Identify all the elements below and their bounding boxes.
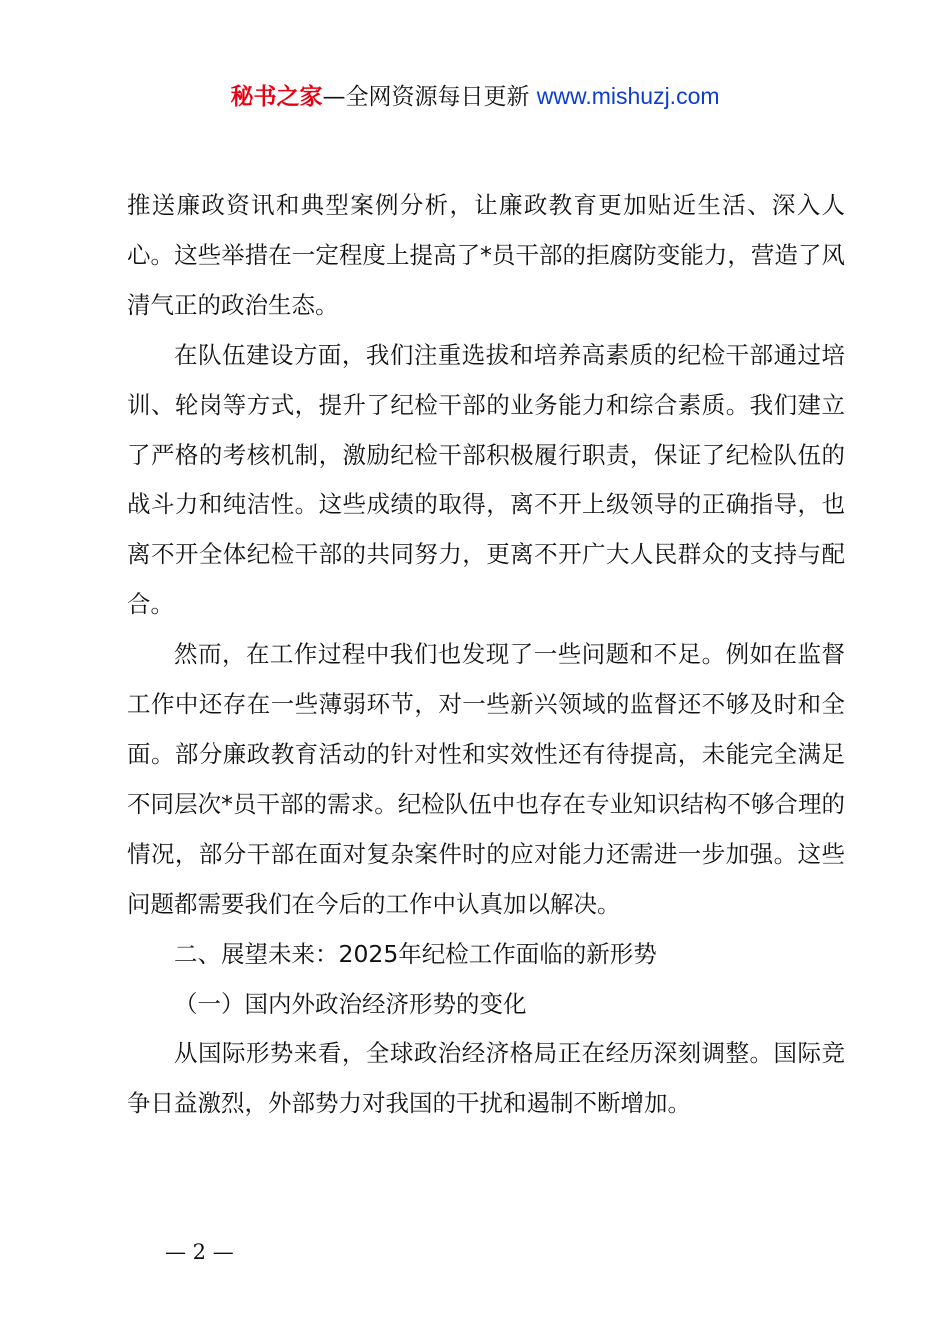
paragraph-1: 推送廉政资讯和典型案例分析，让廉政教育更加贴近生活、深入人心。这些举措在一定程度上提高了*员干部的拒腐防变能力，营造了风清气正的政治生态。 xyxy=(127,191,845,319)
site-url-link[interactable]: www.mishuzj.com xyxy=(536,83,720,109)
paragraph-3: 然而，在工作过程中我们也发现了一些问题和不足。例如在监督工作中还存在一些薄弱环节，对一些新兴领域的监督还不够及时和全面。部分廉政教育活动的针对性和实效性还有待提高，未能完全满足不同层次*员干部的需求。纪检队伍中也存在专业知识结构不够合理的情况，部分干部在面对复杂案件时的应对能力还需进一步加强。这些问题都需要我们在今后的工作中认真加以解决。 xyxy=(127,640,845,918)
paragraph-4: 从国际形势来看，全球政治经济格局正在经历深刻调整。国际竞争日益激烈，外部势力对我国的干扰和遏制不断增加。 xyxy=(127,1039,845,1118)
paragraph-2: 在队伍建设方面，我们注重选拔和培养高素质的纪检干部通过培训、轮岗等方式，提升了纪检干部的业务能力和综合素质。我们建立了严格的考核机制，激励纪检干部积极履行职责，保证了纪检队伍的战斗力和纯洁性。这些成绩的取得，离不开上级领导的正确指导，也离不开全体纪检干部的共同努力，更离不开广大人民群众的支持与配合。 xyxy=(127,340,845,619)
document-body xyxy=(127,181,845,1129)
page-number: — 2 — xyxy=(165,1240,234,1264)
site-brand: 秘书之家 xyxy=(230,84,323,110)
section-heading: 二、展望未来：2025年纪检工作面临的新形势 xyxy=(174,939,657,968)
site-header xyxy=(0,80,950,113)
site-tagline: —全网资源每日更新 xyxy=(322,84,530,110)
subsection-heading: （一）国内外政治经济形势的变化 xyxy=(174,989,527,1018)
